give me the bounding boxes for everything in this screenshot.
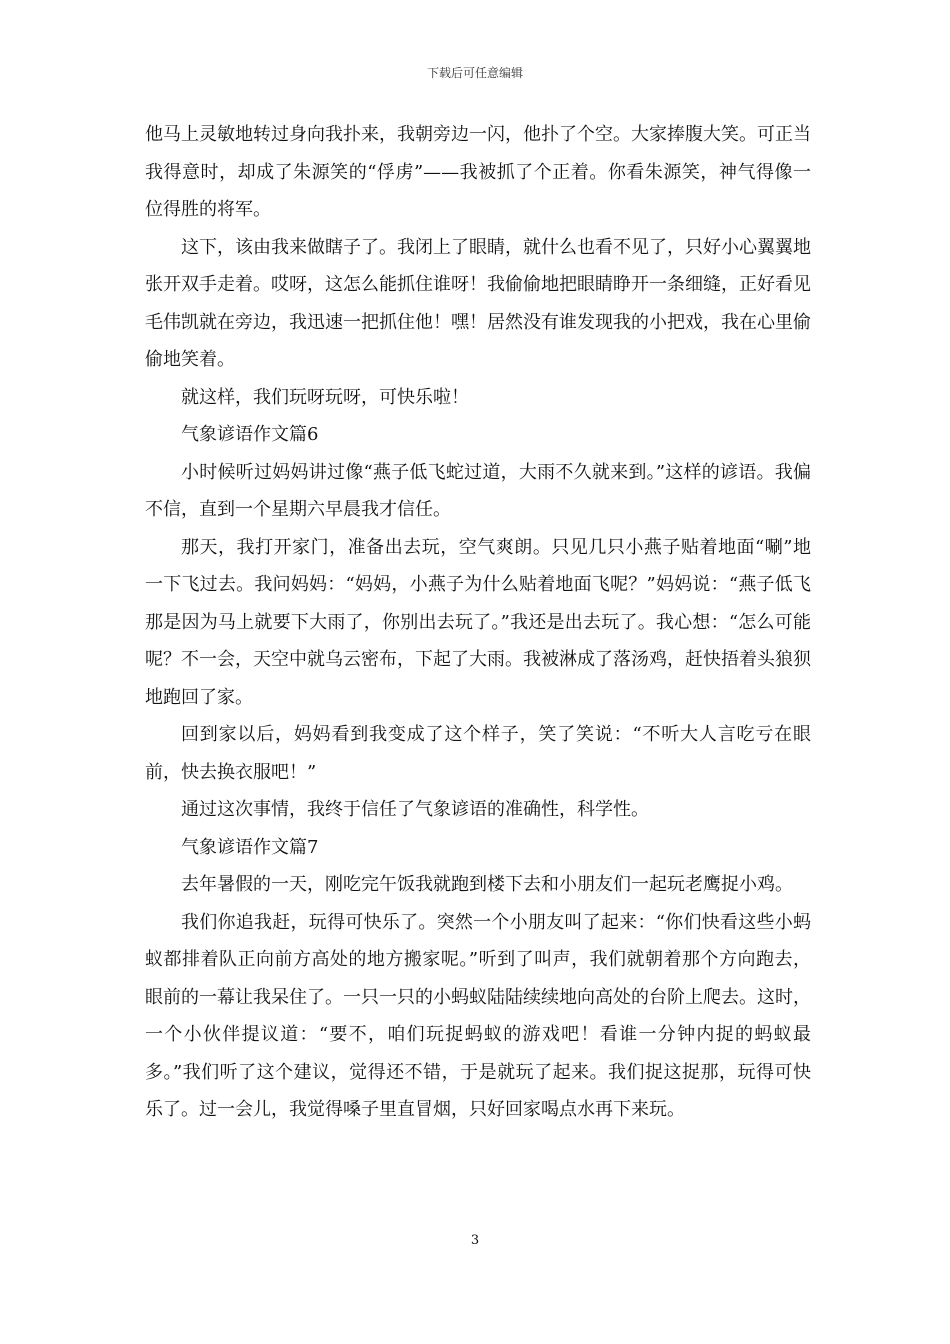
- section-heading-6: 气象谚语作文篇6: [181, 424, 319, 445]
- paragraph-4: 小时候听过妈妈讲过像“燕子低飞蛇过道，大雨不久就来到。”这样的谚语。我偏不信，直到一个星期六早晨我才信任。: [145, 461, 811, 520]
- paragraph-5: 那天，我打开家门，准备出去玩，空气爽朗。只见几只小燕子贴着地面“唰”地一下飞过去。我问妈妈：“妈妈，小燕子为什么贴着地面飞呢？”妈妈说：“燕子低飞那是因为马上就要下大雨了，你别出去玩了。”我还是出去玩了。我心想：“怎么可能呢？不一会，天空中就乌云密布，下起了大雨。我被淋成了落汤鸡，赶快捂着头狼狈地跑回了家。: [145, 536, 811, 708]
- paragraph-3: 就这样，我们玩呀玩呀，可快乐啦！: [181, 386, 469, 408]
- paragraph-6: 回到家以后，妈妈看到我变成了这个样子，笑了笑说：“不听大人言吃亏在眼前，快去换衣服吧！”: [145, 724, 811, 783]
- paragraph-7: 通过这次事情，我终于信任了气象谚语的准确性，科学性。: [181, 799, 649, 820]
- paragraph-8: 去年暑假的一天，刚吃完午饭我就跑到楼下去和小朋友们一起玩老鹰捉小鸡。: [181, 874, 793, 895]
- document-body: [145, 116, 811, 1129]
- section-heading-7: 气象谚语作文篇7: [181, 836, 319, 858]
- paragraph-1: 他马上灵敏地转过身向我扑来，我朝旁边一闪，他扑了个空。大家捧腹大笑。可正当我得意时，却成了朱源笑的“俘虏”——我被抓了个正着。你看朱源笑，神气得像一位得胜的将军。: [145, 124, 811, 220]
- page-number: 3: [470, 1233, 480, 1248]
- paragraph-2: 这下，该由我来做瞎子了。我闭上了眼睛，就什么也看不见了，只好小心翼翼地张开双手走着。哎呀，这怎么能抓住谁呀！我偷偷地把眼睛睁开一条细缝，正好看见毛伟凯就在旁边，我迅速一把抓住他！嘿！居然没有谁发现我的小把戏，我在心里偷偷地笑着。: [145, 236, 811, 370]
- page-header: 下载后可任意编辑: [426, 66, 523, 80]
- paragraph-9: 我们你追我赶，玩得可快乐了。突然一个小朋友叫了起来：“你们快看这些小蚂蚁都排着队正向前方高处的地方搬家呢。”听到了叫声，我们就朝着那个方向跑去，眼前的一幕让我呆住了。一只一只的小蚂蚁陆陆续续地向高处的台阶上爬去。这时，一个小伙伴提议道：“要不，咱们玩捉蚂蚁的游戏吧！看谁一分钟内捉的蚂蚁最多。”我们听了这个建议，觉得还不错，于是就玩了起来。我们捉这捉那，玩得可快乐了。过一会儿，我觉得嗓子里直冒烟，只好回家喝点水再下来玩。: [145, 911, 811, 1120]
